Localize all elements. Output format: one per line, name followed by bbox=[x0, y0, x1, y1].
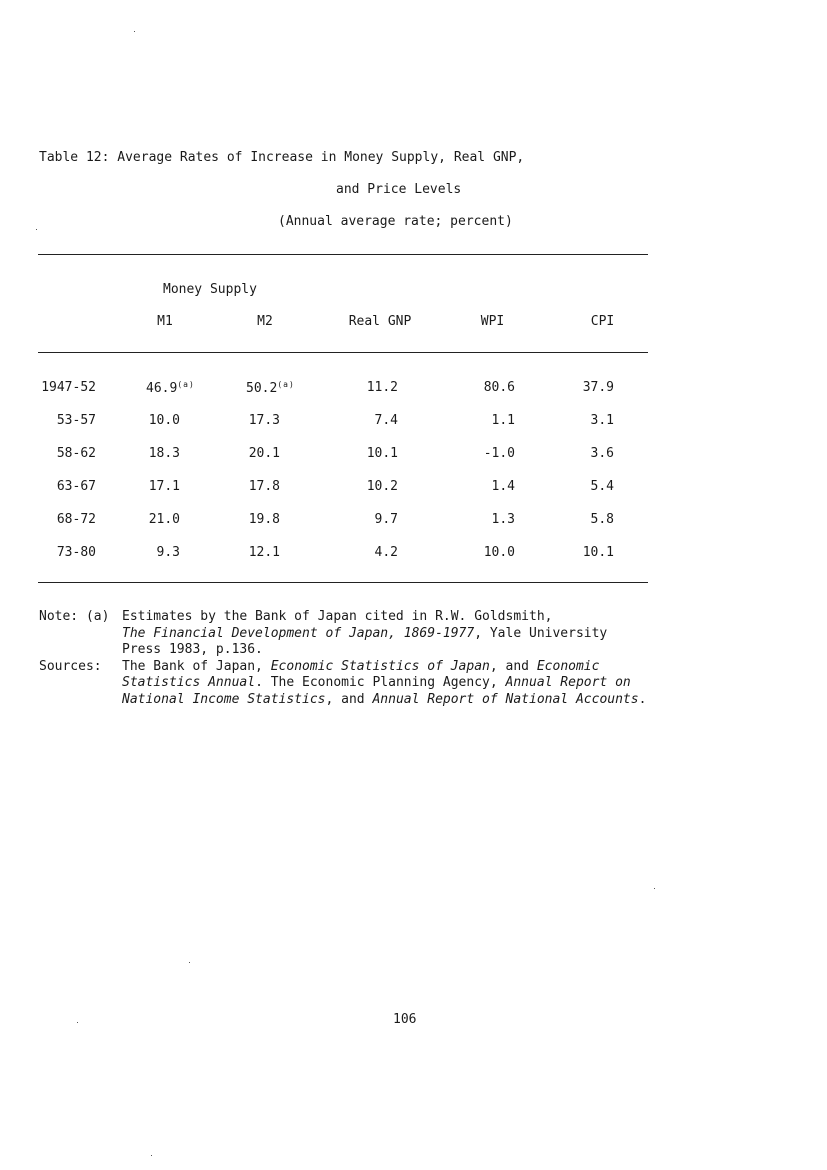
cell-m1: 46.9$^{(a)}$ bbox=[146, 380, 195, 396]
scan-speck bbox=[36, 229, 37, 230]
cell-m1: 10.0 bbox=[148, 413, 180, 428]
footnote-marker: (a) bbox=[177, 380, 195, 389]
cell-gnp: 10.1 bbox=[366, 446, 398, 461]
cell-m2: 50.2$^{(a)}$ bbox=[246, 380, 295, 396]
column-header-cpi: CPI bbox=[590, 314, 615, 329]
table-notes bbox=[39, 609, 654, 708]
cell-gnp: 11.2 bbox=[366, 380, 398, 395]
cell-gnp: 10.2 bbox=[366, 479, 398, 494]
cell-gnp: 7.4 bbox=[374, 413, 398, 428]
cell-cpi: 37.9 bbox=[582, 380, 614, 395]
row-period: 68-72 bbox=[56, 512, 96, 527]
note-book-title: The Financial Development of Japan, 1869-1977 bbox=[122, 625, 475, 641]
table-unit-note: (Annual average rate; percent) bbox=[278, 214, 513, 229]
scan-speck bbox=[151, 1155, 152, 1156]
cell-m1: 17.1 bbox=[148, 479, 180, 494]
header-rule bbox=[38, 352, 648, 353]
row-period: 1947-52 bbox=[41, 380, 96, 395]
scan-speck bbox=[654, 888, 655, 889]
cell-wpi: -1.0 bbox=[483, 446, 515, 461]
cell-m2: 19.8 bbox=[248, 512, 280, 527]
column-header-real-gnp: Real GNP bbox=[348, 314, 412, 329]
cell-cpi: 5.8 bbox=[590, 512, 614, 527]
table-title-line1: Table 12: Average Rates of Increase in Money Supply, Real GNP, bbox=[39, 150, 525, 165]
cell-m1: 21.0 bbox=[148, 512, 180, 527]
table-title-line2: and Price Levels bbox=[336, 182, 462, 197]
cell-m2: 20.1 bbox=[248, 446, 280, 461]
row-period: 58-62 bbox=[56, 446, 96, 461]
column-header-m2: M2 bbox=[257, 314, 273, 329]
column-header-m1: M1 bbox=[157, 314, 173, 329]
bottom-rule bbox=[38, 582, 648, 583]
cell-m2: 17.8 bbox=[248, 479, 280, 494]
cell-cpi: 3.1 bbox=[590, 413, 614, 428]
sources-label: Sources: bbox=[39, 658, 102, 674]
cell-m2: 17.3 bbox=[248, 413, 280, 428]
cell-m2: 12.1 bbox=[248, 545, 280, 560]
column-header-wpi: WPI bbox=[480, 314, 505, 329]
row-period: 53-57 bbox=[56, 413, 96, 428]
cell-m1: 18.3 bbox=[148, 446, 180, 461]
row-period: 73-80 bbox=[56, 545, 96, 560]
sources-row bbox=[39, 659, 654, 709]
top-rule bbox=[38, 254, 648, 255]
cell-cpi: 5.4 bbox=[590, 479, 614, 494]
footnote-marker: (a) bbox=[277, 380, 295, 389]
cell-m1: 9.3 bbox=[156, 545, 180, 560]
row-period: 63-67 bbox=[56, 479, 96, 494]
cell-cpi: 3.6 bbox=[590, 446, 614, 461]
page-number: 106 bbox=[393, 1012, 417, 1027]
note-text: Estimates by the Bank of Japan cited in R.W. Goldsmith, The Financial Development of Japan, 1869-1977, Yale University Press 1983, p.136. bbox=[122, 609, 608, 657]
cell-wpi: 1.4 bbox=[491, 479, 515, 494]
scan-speck bbox=[134, 31, 135, 32]
cell-wpi: 80.6 bbox=[483, 380, 515, 395]
note-label: Note: (a) bbox=[39, 609, 110, 624]
cell-wpi: 10.0 bbox=[483, 545, 515, 560]
cell-wpi: 1.1 bbox=[491, 413, 515, 428]
note-row bbox=[39, 609, 654, 659]
cell-gnp: 4.2 bbox=[374, 545, 398, 560]
scan-speck bbox=[77, 1022, 78, 1023]
cell-wpi: 1.3 bbox=[491, 512, 515, 527]
sources-text: The Bank of Japan, Economic Statistics of Japan, and Economic Statistics Annual. The Economic Planning Agency, Annual Report on National Income Statistics, and Annual Report of National Accounts. bbox=[122, 658, 647, 707]
cell-cpi: 10.1 bbox=[582, 545, 614, 560]
money-supply-group-header: Money Supply bbox=[163, 282, 257, 297]
cell-gnp: 9.7 bbox=[374, 512, 398, 527]
scan-speck bbox=[189, 962, 190, 963]
